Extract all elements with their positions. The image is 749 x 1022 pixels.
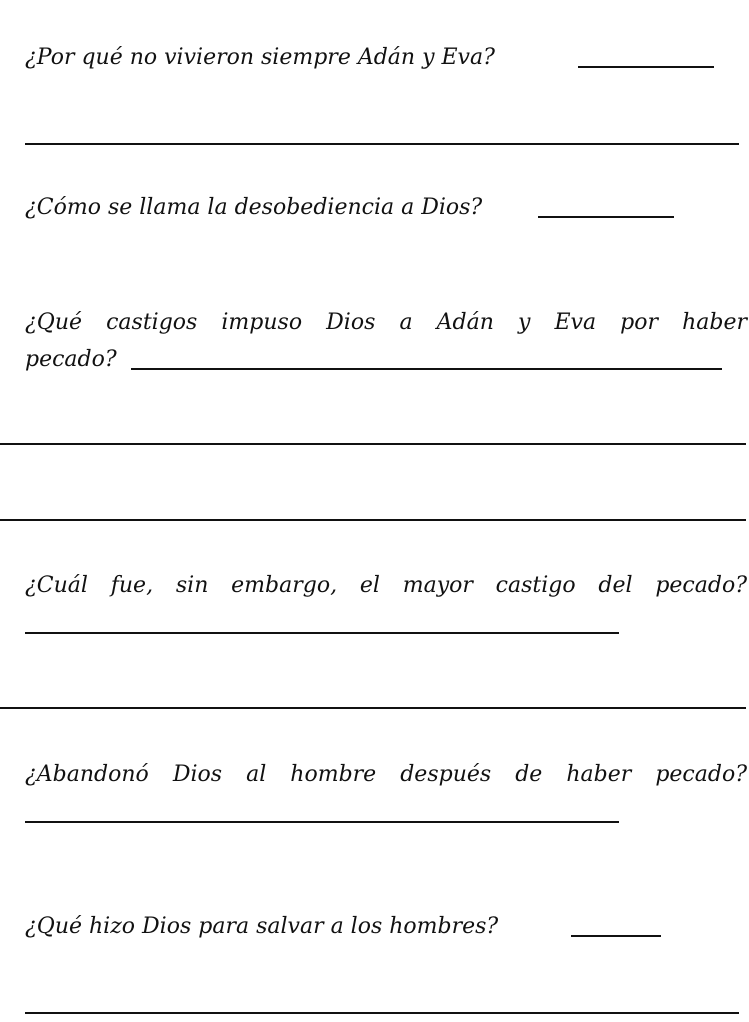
question-2 <box>25 190 482 226</box>
question-6 <box>25 909 498 945</box>
question-6-text: ¿Qué hizo Dios para salvar a los hombres? <box>25 914 499 939</box>
question-5-text: ¿Abandonó Dios al hombre después de haber pecado? <box>25 762 747 787</box>
question-4-text: ¿Cuál fue, sin embargo, el mayor castigo del pecado? <box>25 573 747 598</box>
question-3-line-2 <box>25 342 117 378</box>
answer-line-5a[interactable] <box>25 821 619 823</box>
question-3-text-line-1: ¿Qué castigos impuso Dios a Adán y Eva por haber <box>25 310 747 335</box>
question-4 <box>25 568 747 604</box>
answer-line-4b[interactable] <box>0 707 746 709</box>
answer-line-4a[interactable] <box>25 632 619 634</box>
question-3-text-line-2: pecado? <box>25 347 117 372</box>
question-1 <box>25 40 495 76</box>
answer-line-3c[interactable] <box>0 519 746 521</box>
answer-line-2a[interactable] <box>538 216 674 218</box>
question-1-text: ¿Por qué no vivieron siempre Adán y Eva? <box>25 45 495 70</box>
answer-line-3a[interactable] <box>131 368 722 370</box>
answer-line-6b[interactable] <box>25 1012 739 1014</box>
answer-line-6a[interactable] <box>571 935 661 937</box>
question-5 <box>25 757 747 793</box>
question-3-line-1 <box>25 305 747 341</box>
answer-line-3b[interactable] <box>0 443 746 445</box>
question-2-text: ¿Cómo se llama la desobediencia a Dios? <box>25 195 483 220</box>
answer-line-1a[interactable] <box>578 66 714 68</box>
answer-line-1b[interactable] <box>25 143 739 145</box>
